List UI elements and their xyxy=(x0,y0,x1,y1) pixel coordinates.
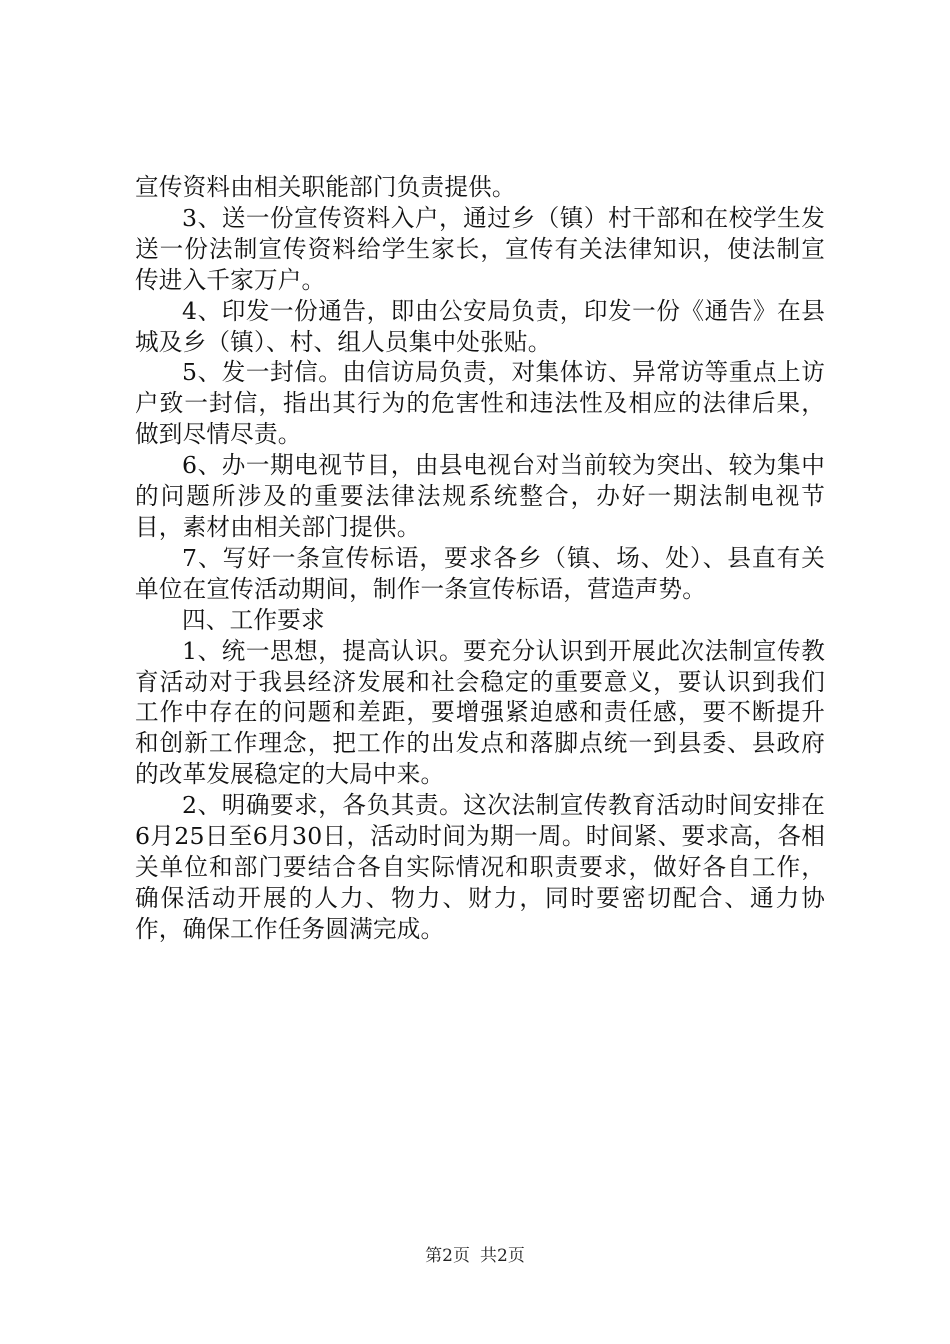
section-heading-work-requirements: 四、工作要求 xyxy=(182,605,325,634)
paragraph-item-4: 4、印发一份通告，即由公安局负责，印发一份《通告》在县城及乡（镇）、村、组人员集中处张贴。 xyxy=(135,296,825,356)
page-footer xyxy=(0,1245,950,1267)
paragraph-item-7: 7、写好一条宣传标语，要求各乡（镇、场、处）、县直有关单位在宣传活动期间，制作一条宣传标语，营造声势。 xyxy=(135,543,825,603)
paragraph-item-6: 6、办一期电视节目，由县电视台对当前较为突出、较为集中的问题所涉及的重要法律法规系统整合，办好一期法制电视节目，素材由相关部门提供。 xyxy=(135,451,825,541)
page-total: 共2页 xyxy=(480,1246,525,1266)
paragraph-continuation: 宣传资料由相关职能部门负责提供。 xyxy=(135,173,516,201)
paragraph-requirement-2: 2、明确要求，各负其责。这次法制宣传教育活动时间安排在6月25日至6月30日，活动时间为期一周。时间紧、要求高，各相关单位和部门要结合各自实际情况和职责要求，做好各自工作，确保活动开展的人力、物力、财力，同时要密切配合、通力协作，确保工作任务圆满完成。 xyxy=(135,791,825,943)
paragraph-item-5: 5、发一封信。由信访局负责，对集体访、异常访等重点上访户致一封信，指出其行为的危害性和违法性及相应的法律后果，做到尽情尽责。 xyxy=(135,358,825,449)
paragraph-requirement-1: 1、统一思想，提高认识。要充分认识到开展此次法制宣传教育活动对于我县经济发展和社会稳定的重要意义，要认识到我们工作中存在的问题和差距，要增强紧迫感和责任感，要不断提升和创新工作理念，把工作的出发点和落脚点统一到县委、县政府的改革发展稳定的大局中来。 xyxy=(135,636,825,789)
document-body xyxy=(135,172,825,945)
page-number: 第2页 xyxy=(425,1246,470,1266)
paragraph-item-3: 3、送一份宣传资料入户，通过乡（镇）村干部和在校学生发送一份法制宣传资料给学生家长，宣传有关法律知识，使法制宣传进入千家万户。 xyxy=(135,203,825,294)
